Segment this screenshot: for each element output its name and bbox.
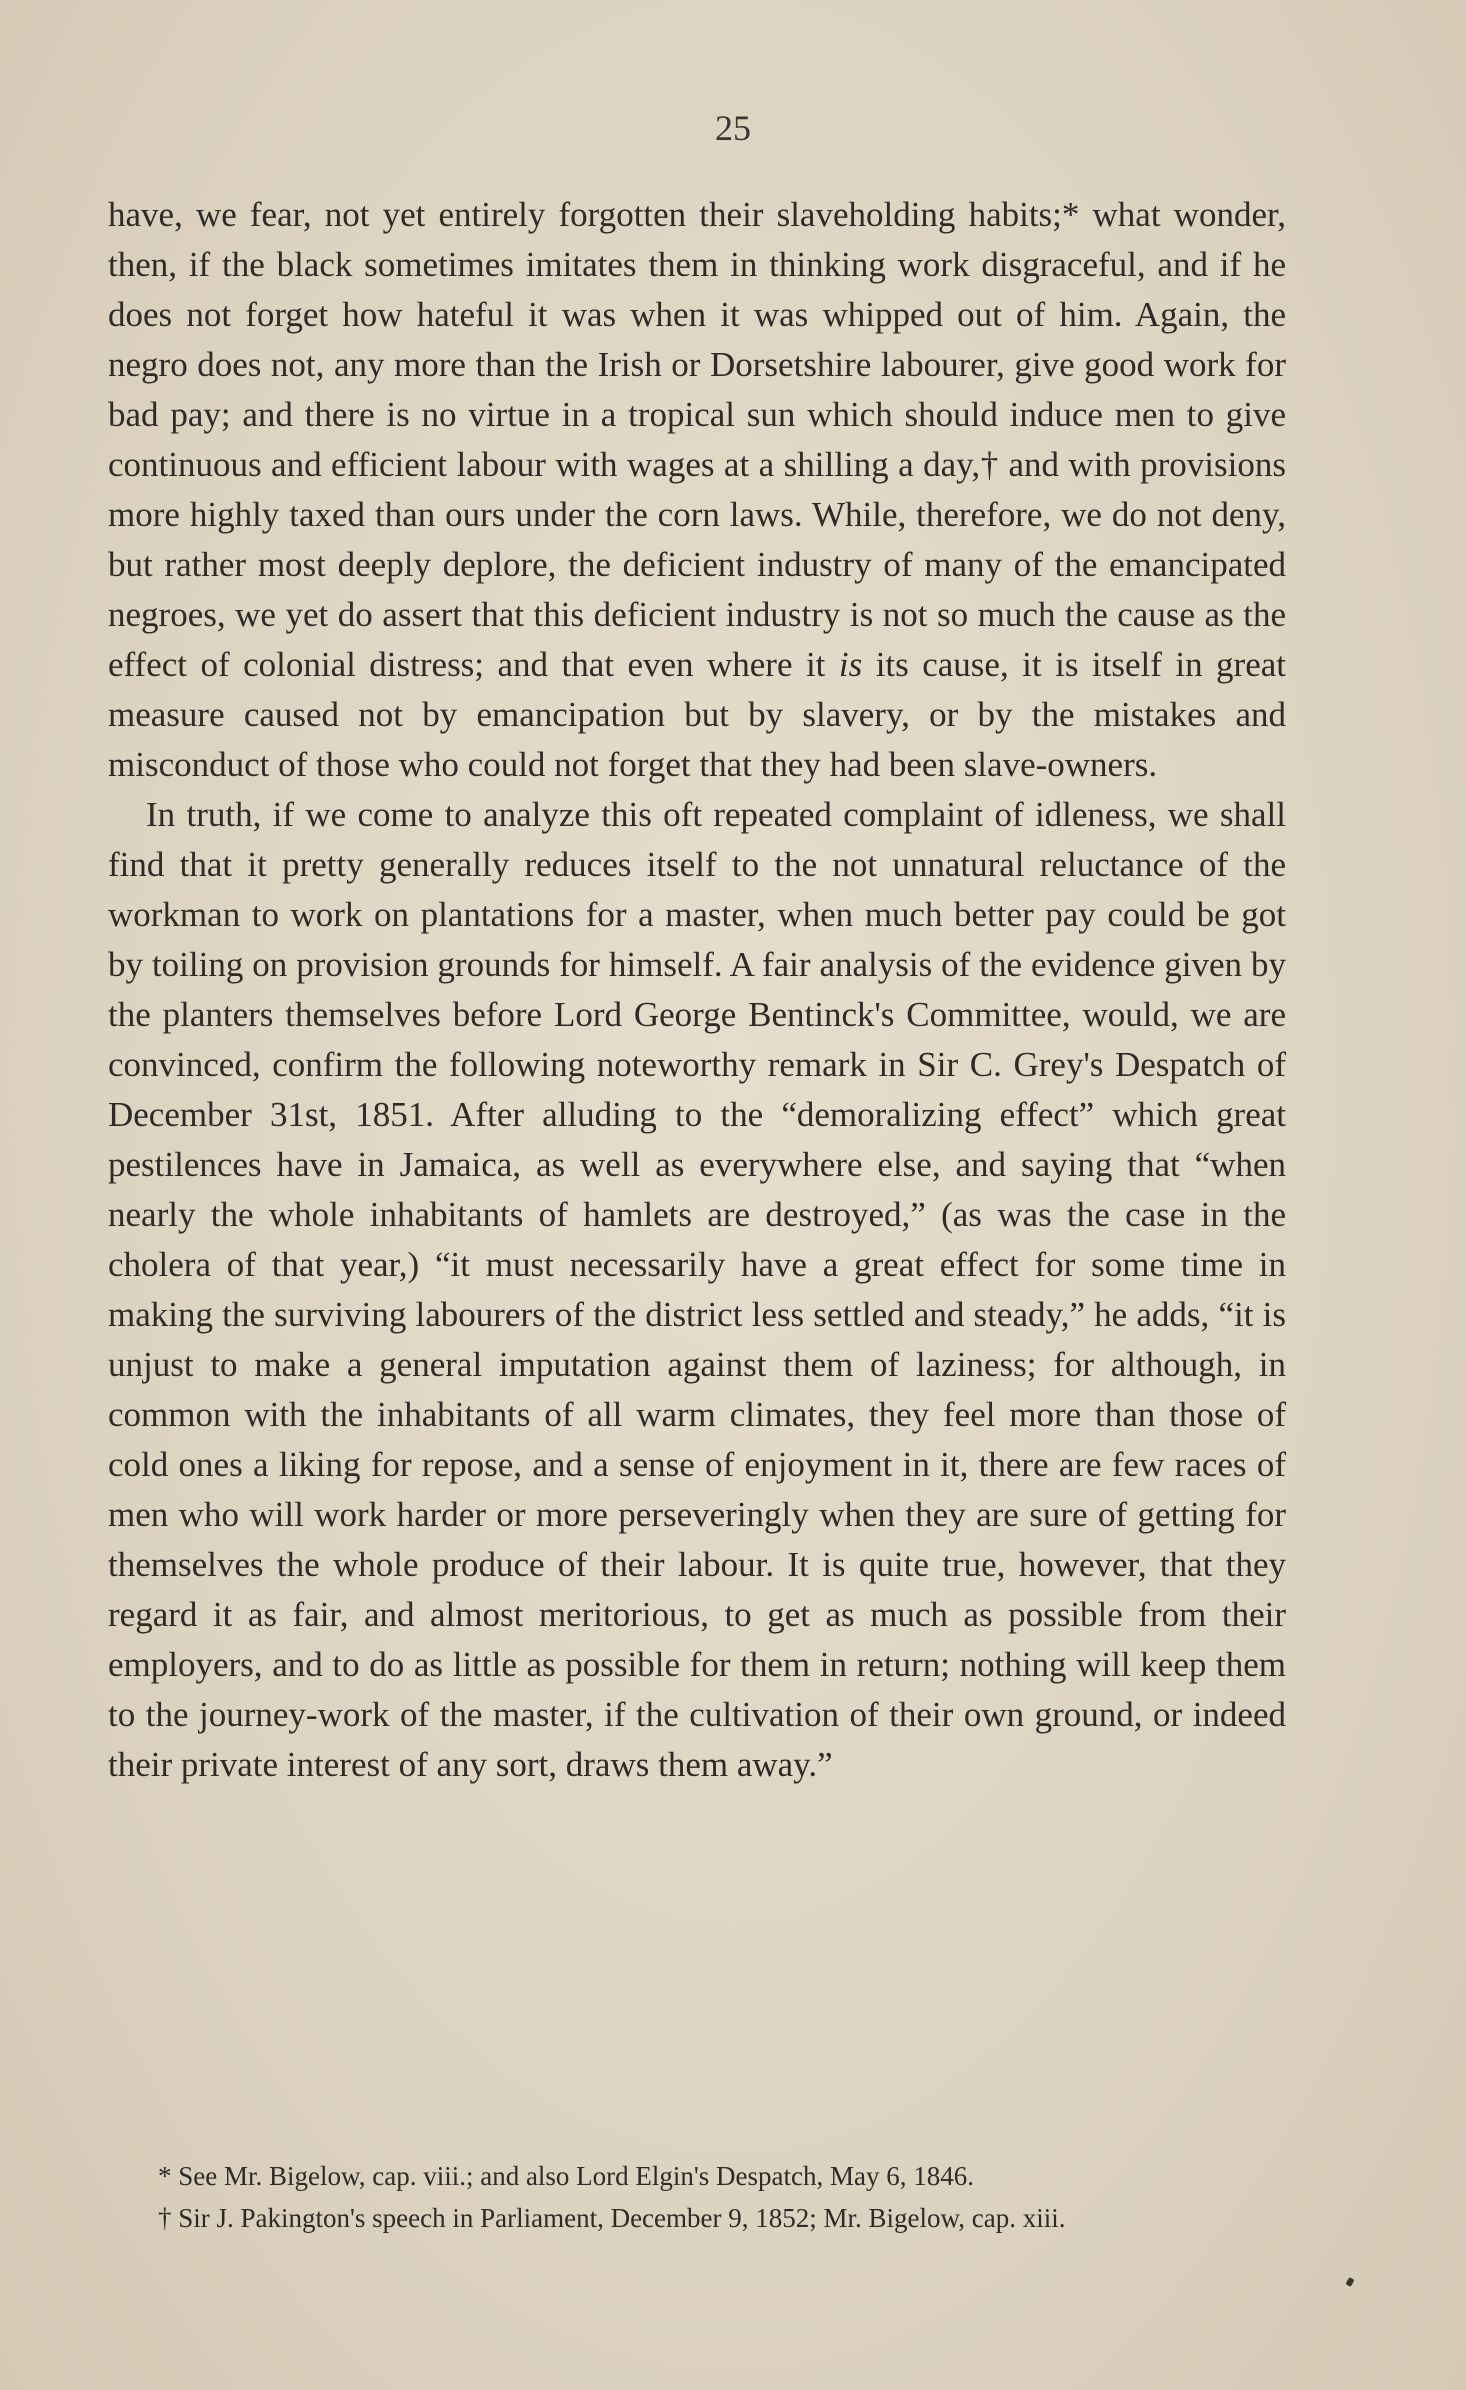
page-number: 25 bbox=[715, 108, 751, 148]
paragraph-1-emphasis: is bbox=[838, 645, 863, 684]
paragraph-1-after: its cause, it is itself in great measure caused not by emancipation but by slavery, or by the mistakes and misconduct of those who could not forget that they had been slave-owners. bbox=[108, 645, 1286, 784]
footnote-2: † Sir J. Pakington's speech in Parliament, December 9, 1852; Mr. Bigelow, cap. xiii. bbox=[158, 2203, 1066, 2233]
footnote-1: * See Mr. Bigelow, cap. viii.; and also Lord Elgin's Despatch, May 6, 1846. bbox=[158, 2161, 974, 2191]
paragraph-2: In truth, if we come to analyze this oft repeated complaint of idleness, we shall find that it pretty generally reduces itself to the not unnatural reluctance of the workman to work on plantations for a master, when much better pay could be got by toiling on provision grounds for himself. A fair analysis of the evidence given by the planters themselves before Lord George Bentinck's Committee, would, we are convinced, confirm the following noteworthy remark in Sir C. Grey's Despatch of December 31st, 1851. After alluding to the “demoralizing effect” which great pestilences have in Jamaica, as well as everywhere else, and saying that “when nearly the whole inhabitants of hamlets are destroyed,” (as was the case in the cholera of that year,) “it must necessarily have a great effect for some time in making the surviving labourers of the district less settled and steady,” he adds, “it is unjust to make a general imputation against them of laziness; for although, in common with the inhabitants of all warm climates, they feel more than those of cold ones a liking for repose, and a sense of enjoyment in it, there are few races of men who will work harder or more perseveringly when they are sure of getting for themselves the whole produce of their labour. It is quite true, however, that they regard it as fair, and almost meritorious, to get as much as possible from their employers, and to do as little as possible for them in return; nothing will keep them to the journey-work of the master, if the cultivation of their own ground, or indeed their private interest of any sort, draws them away.” bbox=[108, 795, 1286, 1784]
paragraph-1 bbox=[108, 190, 1286, 790]
body-text bbox=[108, 190, 1286, 1790]
ink-speck bbox=[1345, 2277, 1354, 2287]
footnotes bbox=[108, 2155, 1286, 2239]
paragraph-1-before: have, we fear, not yet entirely forgotten their slaveholding habits;* what wonder, then, if the black sometimes imitates them in thinking work disgraceful, and if he does not forget how hateful it was when it was whipped out of him. Again, the negro does not, any more than the Irish or Dorsetshire labourer, give good work for bad pay; and there is no virtue in a tropical sun which should induce men to give continuous and efficient labour with wages at a shilling a day,† and with provisions more highly taxed than ours under the corn laws. While, therefore, we do not deny, but rather most deeply deplore, the deficient industry of many of the emancipated negroes, we yet do assert that this deficient industry is not so much the cause as the effect of colonial distress; and that even where it bbox=[108, 195, 1286, 684]
